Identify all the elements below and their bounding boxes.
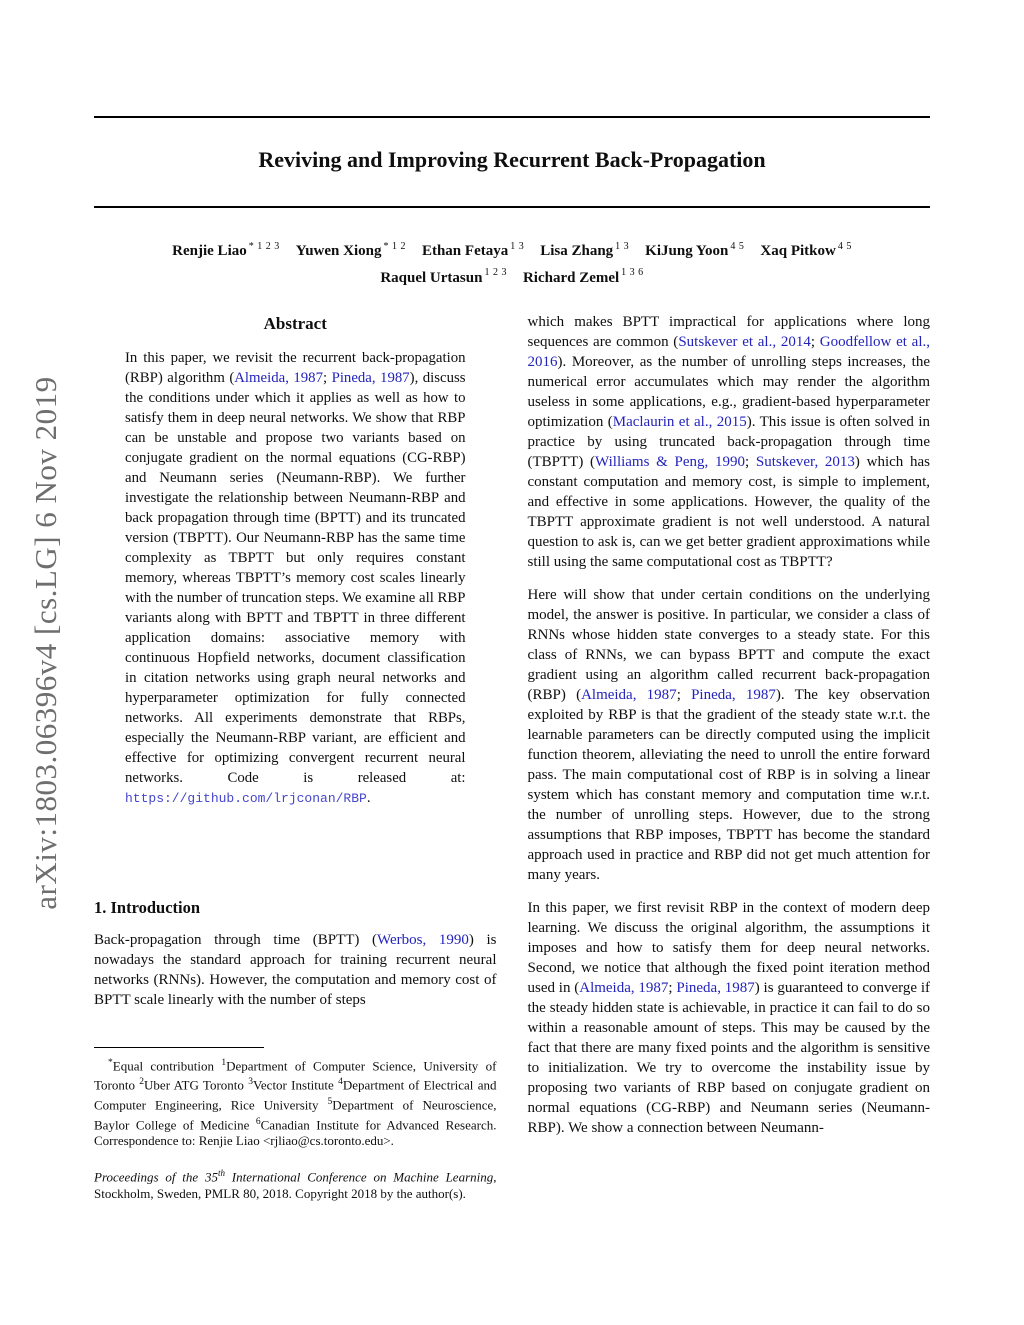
proceedings-note — [94, 1165, 497, 1202]
footnote-rule — [94, 1047, 264, 1048]
text-run: which makes BPTT impractical for applications where long sequences are common ( — [527, 314, 930, 350]
abstract-heading: Abstract — [263, 314, 327, 333]
citation-link[interactable]: Werbos, 1990 — [377, 932, 469, 948]
citation-link[interactable]: Maclaurin et al., 2015 — [612, 414, 747, 430]
text-run: ; — [676, 687, 692, 703]
author-affiliation-superscript: 1 3 — [510, 241, 525, 252]
author-name: Raquel Urtasun — [380, 269, 483, 286]
body-paragraph — [528, 898, 931, 1138]
footnote-block — [94, 1047, 497, 1202]
text-run: 3 — [248, 1077, 253, 1088]
author-name: Yuwen Xiong — [295, 243, 382, 260]
text-run: 1 — [221, 1057, 227, 1068]
text-run: Department of Computer Science, University of Toronto — [94, 1057, 497, 1093]
text-run: ). Moreover, as the number of unrolling steps increases, the numerical error accumulates which may render the algorithm useless in some applications, e.g., gradient-based hyperparameter optimization ( — [527, 354, 930, 430]
code-url-link[interactable]: https://github.com/lrjconan/RBP — [125, 791, 367, 806]
author — [380, 269, 507, 286]
top-rule — [94, 116, 930, 118]
introduction-paragraph — [94, 930, 497, 1010]
abstract-text — [94, 348, 497, 870]
author — [760, 242, 851, 259]
author-affiliation-superscript: * 1 2 — [383, 241, 406, 252]
author-affiliation-superscript: 1 3 6 — [621, 267, 644, 279]
citation-link[interactable]: Almeida, 1987 — [234, 370, 323, 386]
author-line — [94, 262, 930, 288]
body-paragraph — [528, 585, 931, 885]
two-column-body — [94, 312, 930, 1202]
arxiv-watermark: arXiv:1803.06396v4 [cs.LG] 6 Nov 2019 — [28, 376, 63, 910]
text-run: In this paper, we first revisit RBP in the context of modern deep learning. We discuss the original algorithm, the assumptions it imposes and how to satisfy them for deep neural networks. Second, we notice that although the fixed point iteration method used in ( — [527, 900, 930, 996]
citation-link[interactable]: Pineda, 1987 — [691, 687, 776, 703]
paper-title: Reviving and Improving Recurrent Back-Propagation — [258, 147, 766, 172]
author-name: KiJung Yoon — [645, 243, 729, 260]
text-run: 6 — [255, 1116, 261, 1127]
text-run: Equal contribution — [112, 1057, 222, 1073]
text-run: ) is nowadays the standard approach for training recurrent neural networks (RNNs). However, the computation and memory cost of BPTT scale linearly with the number of steps — [94, 932, 497, 1008]
citation-link[interactable]: Goodfellow et al., 2016 — [527, 334, 931, 370]
author — [645, 242, 744, 259]
text-run: . — [366, 790, 371, 806]
author-name: Ethan Fetaya — [421, 243, 509, 260]
text-run: ) which has constant computation and memory cost, is simple to implement, and effective in some applications. However, the quality of the TBPTT approximate gradient is not well understood. A natural question to ask is, can we get better gradient approximations while still using the same computational cost as TBPTT? — [527, 454, 930, 570]
body-paragraph — [528, 312, 931, 572]
text-run: 2 — [139, 1077, 145, 1088]
text-run: International Conference on Machine Learning — [224, 1169, 494, 1185]
text-run: Uber ATG Toronto — [144, 1077, 249, 1093]
author-affiliation-superscript: 4 5 — [837, 241, 852, 252]
text-run: Department of Neuroscience, Baylor College of Medicine — [94, 1097, 497, 1133]
author — [523, 269, 644, 286]
author-name: Richard Zemel — [522, 269, 620, 286]
text-run: ) is guaranteed to converge if the steady hidden state is achievable, in practice it can fail to do so within a reasonable amount of steps. This may be caused by the fact that there are many fixed points and the algorithm is sensitive to initialization. We try to overcome the instability issue by proposing two variants of RBP based on conjugate gradient on normal equations (CG-RBP) and Neumann series (Neumann-RBP). We show a connection between Neumann- — [527, 980, 930, 1136]
section-heading-introduction: 1. Introduction — [94, 898, 201, 917]
text-run: , Stockholm, Sweden, PMLR 80, 2018. Copyright 2018 by the author(s). — [94, 1169, 497, 1201]
citation-link[interactable]: Williams & Peng, 1990 — [595, 454, 745, 470]
citation-link[interactable]: Sutskever et al., 2014 — [678, 334, 811, 350]
text-run: Back-propagation through time (BPTT) ( — [94, 932, 378, 948]
text-run: 4 — [338, 1077, 343, 1088]
author — [422, 242, 524, 259]
citation-link[interactable]: Almeida, 1987 — [581, 687, 677, 703]
title-rule — [94, 206, 930, 208]
citation-link[interactable]: Pineda, 1987 — [331, 370, 410, 386]
author-name: Lisa Zhang — [540, 243, 614, 260]
citation-link[interactable]: Pineda, 1987 — [676, 980, 755, 996]
author — [172, 242, 280, 259]
text-run: * — [108, 1057, 113, 1068]
text-run: Here will show that under certain conditions on the underlying model, the answer is positive. In particular, we consider a class of RNNs whose hidden state converges to a steady state. For this class of RNNs, we can bypass BPTT and compute the exact gradient using an algorithm called recurrent back-propagation (RBP) ( — [527, 587, 930, 703]
right-column — [528, 312, 931, 1202]
author-affiliation-superscript: 1 3 — [615, 241, 630, 252]
text-run: 5 — [327, 1096, 333, 1107]
text-run: In this paper, we revisit the recurrent back-propagation (RBP) algorithm ( — [125, 350, 466, 386]
author-affiliation-superscript: * 1 2 3 — [248, 241, 280, 252]
author-line — [94, 236, 930, 262]
author — [296, 242, 406, 259]
author-block — [94, 236, 930, 289]
text-run: th — [217, 1167, 225, 1178]
text-run: Vector Institute — [252, 1077, 339, 1093]
author — [540, 242, 629, 259]
text-run: Canadian Institute for Advanced Research. Correspondence to: Renjie Liao <rjliao@cs.toronto.edu>. — [94, 1117, 497, 1149]
text-run: ; — [322, 370, 332, 386]
author-name: Xaq Pitkow — [760, 243, 836, 260]
text-run: Proceedings of the 35 — [94, 1169, 218, 1185]
author-affiliation-superscript: 4 5 — [730, 241, 745, 252]
text-run: ; — [810, 334, 820, 350]
citation-link[interactable]: Sutskever, 2013 — [755, 454, 855, 470]
affiliation-footnote — [94, 1055, 497, 1150]
author-affiliation-superscript: 1 2 3 — [484, 267, 507, 279]
citation-link[interactable]: Almeida, 1987 — [579, 980, 669, 996]
left-column — [94, 312, 497, 1202]
text-run: Department of Electrical and Computer Engineering, Rice University — [94, 1077, 497, 1113]
text-run: ). The key observation exploited by RBP is that the gradient of the steady state w.r.t. the learnable parameters can be directly computed using the implicit function theorem, alleviating the need to unroll the entire forward pass. The main computational cost of RBP is in solving a linear system which has constant memory and computation time w.r.t. the number of unrolling steps. However, due to the strong assumptions that RBP imposes, TBPTT has become the standard approach used in practice and RBP did not get much attention for many years. — [527, 687, 931, 883]
text-run: ). This issue is often solved in practice by using truncated back-propagation through time (TBPTT) ( — [527, 414, 930, 470]
text-run: ; — [745, 454, 756, 470]
text-run: ; — [668, 980, 677, 996]
author-name: Renjie Liao — [172, 243, 247, 260]
text-run: ), discuss the conditions under which it applies as well as how to satisfy them in deep neural networks. We show that RBP can be unstable and propose two variants based on conjugate gradient on the normal equations (CG-RBP) and Neumann series (Neumann-RBP). We further investigate the relationship between Neumann-RBP and back propagation through time (BPTT) and its truncated version (TBPTT). Our Neumann-RBP has the same time complexity as TBPTT but only requires constant memory, whereas TBPTT’s memory cost scales linearly with the number of truncation steps. We examine all RBP variants along with BPTT and TBPTT in three different application domains: associative memory with continuous Hopfield networks, document classification in citation networks using graph neural networks and hyperparameter optimization for fully connected networks. All experiments demonstrate that RBPs, especially the Neumann-RBP variant, are efficient and effective for optimizing convergent recurrent neural networks. Code is released at: — [125, 370, 466, 786]
